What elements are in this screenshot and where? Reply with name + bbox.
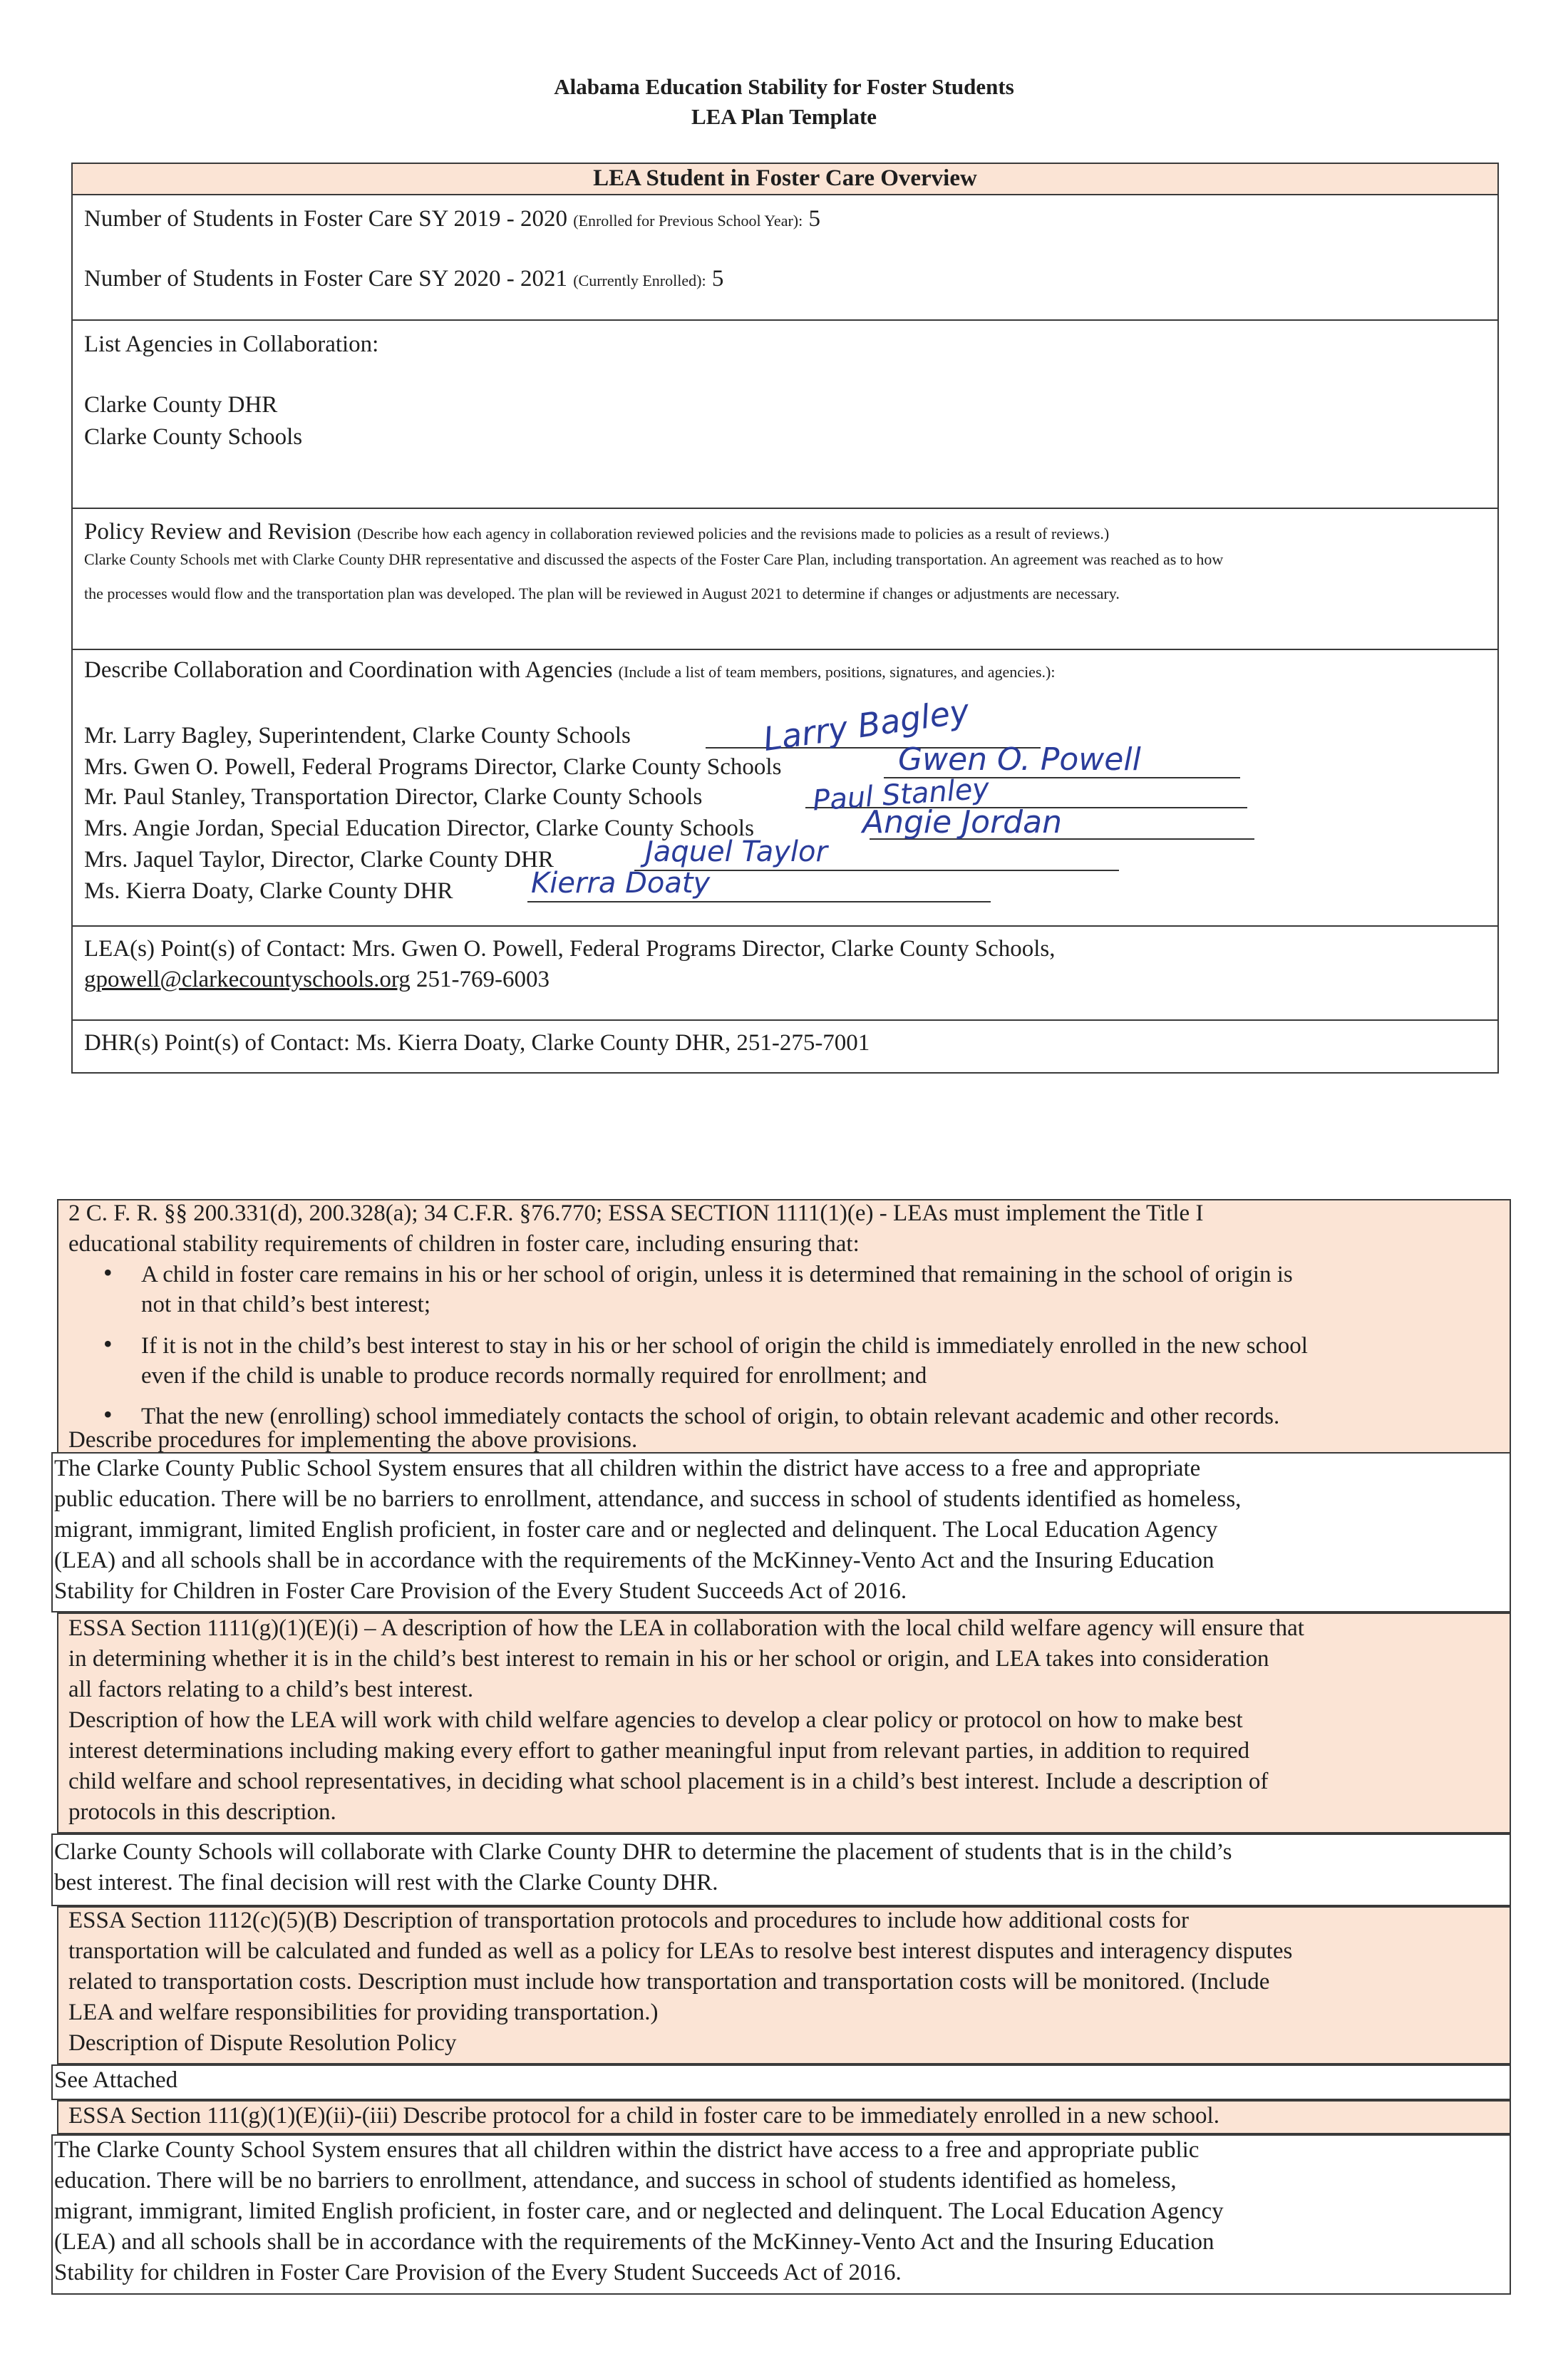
response-text: best interest. The final decision will rest with the Clarke County DHR. <box>54 1870 718 1896</box>
dhr-contact: DHR(s) Point(s) of Contact: Ms. Kierra Doaty, Clarke County DHR, 251-275-7001 <box>84 1030 870 1056</box>
agencies-label: List Agencies in Collaboration: <box>84 331 379 357</box>
requirement-text: related to transportation costs. Description must include how transportation and transportation costs will be monitored. (Include <box>68 1969 1270 1995</box>
signature-line <box>527 901 991 902</box>
member-item: Mrs. Angie Jordan, Special Education Director, Clarke County Schools <box>84 816 754 841</box>
response-text: Stability for Children in Foster Care Provision of the Every Student Succeeds Act of 2016. <box>54 1578 907 1604</box>
overview-heading: LEA Student in Foster Care Overview <box>593 165 977 191</box>
response-text: (LEA) and all schools shall be in accordance with the requirements of the McKinney-Vento Act and the Insuring Education <box>54 2229 1214 2255</box>
bullet-icon: • <box>103 1258 113 1287</box>
bullet-icon: • <box>103 1400 113 1429</box>
count-curr-value: 5 <box>711 266 724 292</box>
response-text: public education. There will be no barriers to enrollment, attendance, and success in school of students identified as homeless, <box>54 1486 1242 1512</box>
count-prev-label: Number of Students in Foster Care SY 2019 - 2020 (Enrolled for Previous School Year): 5 <box>84 206 820 232</box>
signature-image: Angie Jordan <box>862 804 1062 840</box>
requirement-text: 2 C. F. R. §§ 200.331(d), 200.328(a); 34 C.F.R. §76.770; ESSA SECTION 1111(1)(e) - LEAs must implement the Title I <box>68 1200 1204 1226</box>
requirement-bullet: A child in foster care remains in his or her school of origin, unless it is determined that remaining in the school of origin is <box>141 1262 1293 1287</box>
response-section-3 <box>51 2064 1511 2100</box>
signature-image: Gwen O. Powell <box>898 741 1141 778</box>
response-text: See Attached <box>54 2067 178 2093</box>
requirement-text: ESSA Section 1112(c)(5)(B) Description of transportation protocols and procedures to include how additional costs for <box>68 1908 1190 1933</box>
agency-item: Clarke County Schools <box>84 424 303 450</box>
member-item: Mrs. Gwen O. Powell, Federal Programs Director, Clarke County Schools <box>84 754 782 780</box>
requirement-bullet: not in that child’s best interest; <box>141 1292 431 1317</box>
response-text: The Clarke County Public School System ensures that all children within the district have access to a free and appropriate <box>54 1456 1201 1481</box>
lea-contact: LEA(s) Point(s) of Contact: Mrs. Gwen O. Powell, Federal Programs Director, Clarke County Schools, <box>84 936 1056 962</box>
requirement-text: transportation will be calculated and funded as well as a policy for LEAs to resolve best interest disputes and interagency disputes <box>68 1938 1293 1964</box>
member-item: Mr. Paul Stanley, Transportation Director, Clarke County Schools <box>84 784 703 810</box>
document-subtitle: LEA Plan Template <box>691 104 877 129</box>
lea-contact-email-line: gpowell@clarkecountyschools.org 251-769-6003 <box>84 967 550 992</box>
requirement-text: Description of how the LEA will work with child welfare agencies to develop a clear policy or protocol on how to make best <box>68 1707 1243 1733</box>
policy-label: Policy Review and Revision (Describe how each agency in collaboration reviewed policies and the revisions made to policies as a result of reviews.) <box>84 519 1110 545</box>
requirement-text: LEA and welfare responsibilities for providing transportation.) <box>68 2000 659 2025</box>
response-text: education. There will be no barriers to enrollment, attendance, and success in school of students identified as homeless, <box>54 2168 1177 2193</box>
member-item: Mr. Larry Bagley, Superintendent, Clarke County Schools <box>84 723 631 749</box>
requirement-bullet: even if the child is unable to produce records normally required for enrollment; and <box>141 1363 927 1389</box>
requirement-text: ESSA Section 1111(g)(1)(E)(i) – A description of how the LEA in collaboration with the local child welfare agency will ensure that <box>68 1615 1304 1641</box>
requirement-text: educational stability requirements of children in foster care, including ensuring that: <box>68 1231 860 1257</box>
collab-label: Describe Collaboration and Coordination with Agencies (Include a list of team members, positions, signatures, and agencies.): <box>84 657 1056 683</box>
document-title: Alabama Education Stability for Foster Students <box>554 74 1014 99</box>
requirement-bullet: If it is not in the child’s best interest to stay in his or her school of origin the child is immediately enrolled in the new school <box>141 1333 1308 1359</box>
requirement-text: Describe procedures for implementing the above provisions. <box>68 1427 638 1453</box>
requirement-text: in determining whether it is in the child’s best interest to remain in his or her school or origin, and LEA takes into consideration <box>68 1646 1269 1672</box>
agency-item: Clarke County DHR <box>84 392 278 418</box>
response-text: Clarke County Schools will collaborate with Clarke County DHR to determine the placement of students that is in the child’s <box>54 1839 1232 1865</box>
signature-image: Paul Stanley <box>811 772 991 818</box>
signature-image: Larry Bagley <box>760 691 972 758</box>
requirement-text: all factors relating to a child’s best interest. <box>68 1677 474 1702</box>
requirement-text: interest determinations including making every effort to gather meaningful input from relevant parties, in addition to required <box>68 1738 1250 1764</box>
requirement-text: Description of Dispute Resolution Policy <box>68 2030 457 2056</box>
member-item: Mrs. Jaquel Taylor, Director, Clarke County DHR <box>84 847 554 873</box>
count-curr-label: Number of Students in Foster Care SY 2020 - 2021 (Currently Enrolled): 5 <box>84 266 724 292</box>
requirement-text: protocols in this description. <box>68 1799 336 1825</box>
signature-image: Jaquel Taylor <box>645 835 827 868</box>
signature-image: Kierra Doaty <box>531 867 711 900</box>
response-text: Stability for children in Foster Care Provision of the Every Student Succeeds Act of 2016. <box>54 2260 902 2285</box>
response-text: (LEA) and all schools shall be in accordance with the requirements of the McKinney-Vento Act and the Insuring Education <box>54 1548 1214 1573</box>
count-prev-value: 5 <box>808 206 820 232</box>
requirement-text: child welfare and school representatives, in deciding what school placement is in a child’s best interest. Include a description of <box>68 1769 1269 1794</box>
member-item: Ms. Kierra Doaty, Clarke County DHR <box>84 878 453 904</box>
requirement-text: ESSA Section 111(g)(1)(E)(ii)-(iii) Describe protocol for a child in foster care to be immediately enrolled in a new school. <box>68 2103 1219 2129</box>
policy-text: Clarke County Schools met with Clarke County DHR representative and discussed the aspects of the Foster Care Plan, including transportation. An agreement was reached as to how <box>84 550 1224 568</box>
bullet-icon: • <box>103 1329 113 1358</box>
requirement-bullet: That the new (enrolling) school immediately contacts the school of origin, to obtain relevant academic and other records. <box>141 1404 1280 1429</box>
lea-email-link[interactable]: gpowell@clarkecountyschools.org <box>84 967 411 992</box>
response-text: The Clarke County School System ensures that all children within the district have access to a free and appropriate public <box>54 2137 1200 2163</box>
response-text: migrant, immigrant, limited English proficient, in foster care and or neglected and delinquent. The Local Education Agency <box>54 1517 1218 1543</box>
policy-text: the processes would flow and the transportation plan was developed. The plan will be reviewed in August 2021 to determine if changes or adjustments are necessary. <box>84 585 1120 602</box>
response-text: migrant, immigrant, limited English proficient, in foster care, and or neglected and delinquent. The Local Education Agency <box>54 2198 1224 2224</box>
